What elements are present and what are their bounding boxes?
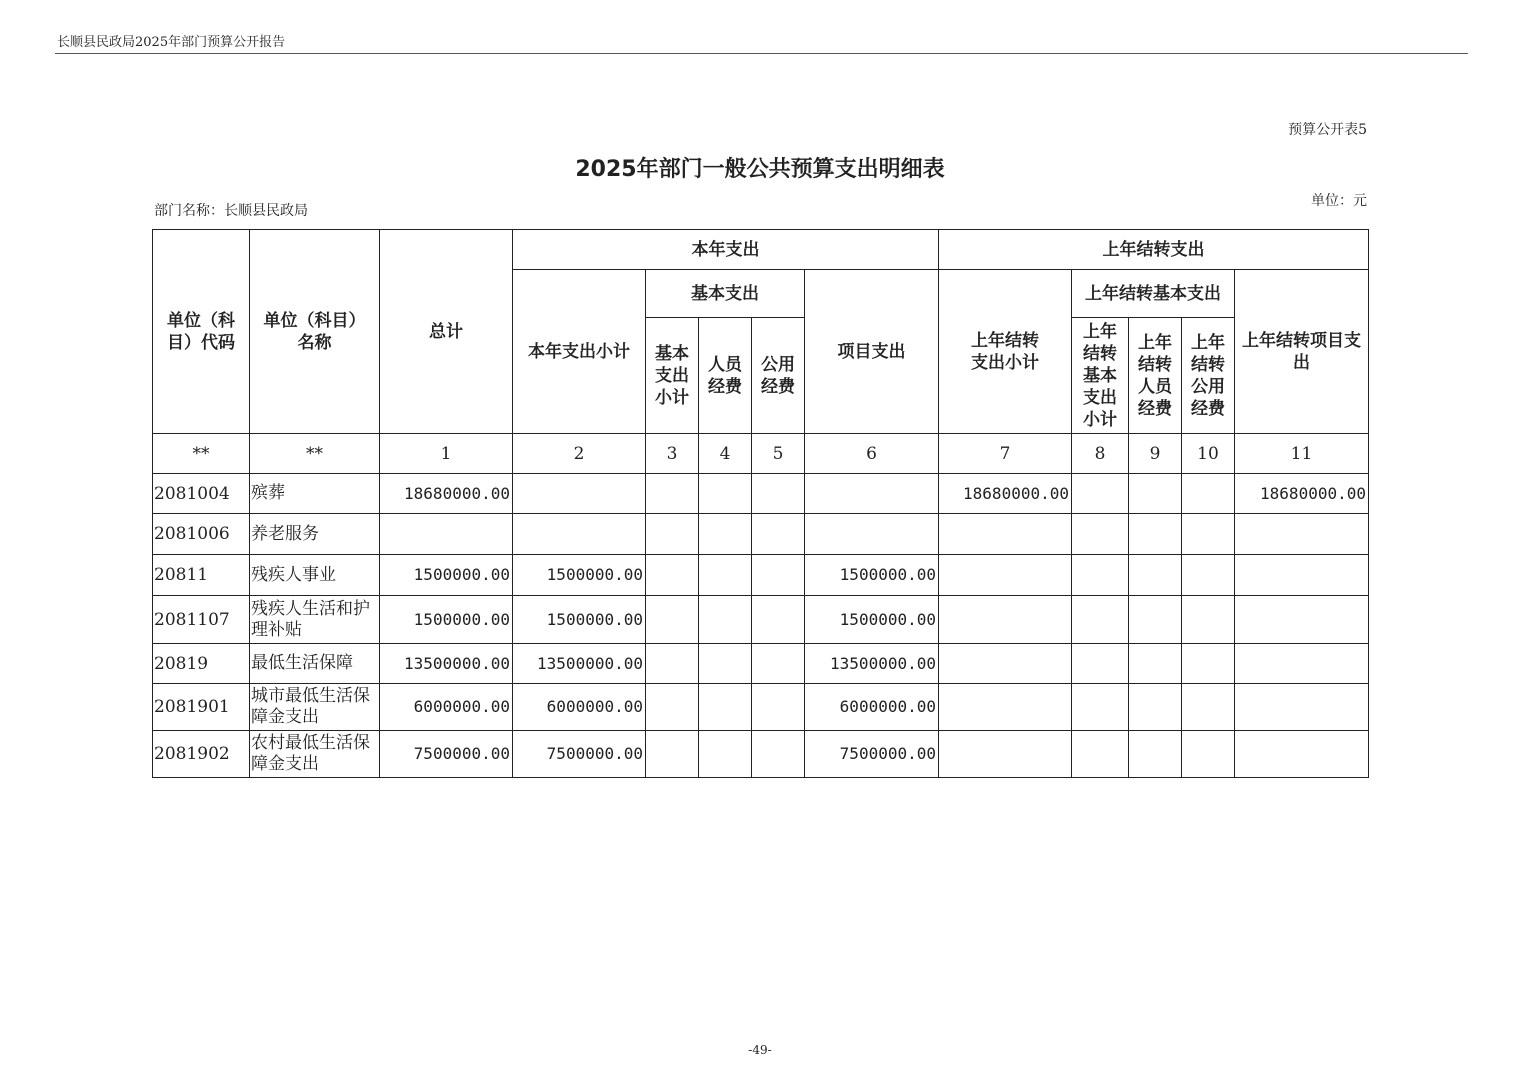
index-cell: 5: [752, 434, 805, 474]
row-amount-col-7: [939, 596, 1072, 644]
row-amount-col-8: [1072, 731, 1129, 778]
form-number: 预算公开表5: [1288, 122, 1367, 138]
department-label: 部门名称：长顺县民政局: [154, 203, 308, 219]
row-amount-col-1: 7500000.00: [380, 731, 513, 778]
row-name: 养老服务: [250, 514, 380, 555]
row-amount-col-4: [699, 731, 752, 778]
index-cell: 1: [380, 434, 513, 474]
page-title: 2025年部门一般公共预算支出明细表: [575, 157, 945, 182]
index-cell: **: [153, 434, 250, 474]
col-header-name: 单位（科目）名称: [250, 230, 380, 434]
row-amount-col-5: [752, 596, 805, 644]
index-cell: 7: [939, 434, 1072, 474]
budget-table: [152, 229, 1369, 778]
row-amount-col-4: [699, 684, 752, 731]
row-code: 2081107: [153, 596, 250, 644]
row-amount-col-3: [646, 684, 699, 731]
index-cell: 3: [646, 434, 699, 474]
row-amount-col-7: [939, 644, 1072, 684]
row-name: 农村最低生活保障金支出: [250, 731, 380, 778]
table-row: [153, 596, 1369, 644]
row-amount-col-9: [1129, 596, 1182, 644]
row-amount-col-4: [699, 555, 752, 596]
index-cell: 2: [513, 434, 646, 474]
row-name: 残疾人事业: [250, 555, 380, 596]
col-header-code: 单位（科目）代码: [153, 230, 250, 434]
row-code: 2081006: [153, 514, 250, 555]
row-code: 2081901: [153, 684, 250, 731]
row-name: 最低生活保障: [250, 644, 380, 684]
row-amount-col-7: [939, 684, 1072, 731]
row-amount-col-1: [380, 514, 513, 555]
row-amount-col-11: [1235, 596, 1369, 644]
row-amount-col-10: [1182, 514, 1235, 555]
col-header-prior: 上年结转支出: [939, 230, 1369, 270]
row-amount-col-6: 7500000.00: [805, 731, 939, 778]
header-divider: [55, 53, 1468, 54]
col-header-prior-personnel: 上年结转人员经费: [1129, 318, 1182, 434]
table-row: [153, 644, 1369, 684]
index-cell: **: [250, 434, 380, 474]
row-amount-col-5: [752, 731, 805, 778]
row-amount-col-10: [1182, 731, 1235, 778]
row-amount-col-11: 18680000.00: [1235, 474, 1369, 514]
row-name: 残疾人生活和护理补贴: [250, 596, 380, 644]
col-header-prior-basic: 上年结转基本支出: [1072, 270, 1235, 318]
col-header-basic: 基本支出: [646, 270, 805, 318]
row-amount-col-2: 13500000.00: [513, 644, 646, 684]
row-amount-col-2: [513, 514, 646, 555]
row-amount-col-1: 18680000.00: [380, 474, 513, 514]
index-cell: 11: [1235, 434, 1369, 474]
row-amount-col-10: [1182, 684, 1235, 731]
row-amount-col-11: [1235, 731, 1369, 778]
report-header-title: 长顺县民政局2025年部门预算公开报告: [57, 35, 286, 50]
index-cell: 6: [805, 434, 939, 474]
row-amount-col-3: [646, 644, 699, 684]
row-amount-col-4: [699, 474, 752, 514]
row-amount-col-6: 1500000.00: [805, 555, 939, 596]
row-amount-col-11: [1235, 684, 1369, 731]
row-amount-col-9: [1129, 731, 1182, 778]
col-header-total: 总计: [380, 230, 513, 434]
row-amount-col-8: [1072, 644, 1129, 684]
row-amount-col-2: 7500000.00: [513, 731, 646, 778]
row-code: 2081902: [153, 731, 250, 778]
row-amount-col-4: [699, 644, 752, 684]
row-amount-col-8: [1072, 596, 1129, 644]
col-header-prior-basic-subtotal: 上年结转基本支出小计: [1072, 318, 1129, 434]
table-row: [153, 474, 1369, 514]
row-amount-col-3: [646, 731, 699, 778]
row-amount-col-10: [1182, 596, 1235, 644]
index-cell: 10: [1182, 434, 1235, 474]
col-header-current: 本年支出: [513, 230, 939, 270]
index-cell: 8: [1072, 434, 1129, 474]
row-name: 城市最低生活保障金支出: [250, 684, 380, 731]
row-amount-col-8: [1072, 474, 1129, 514]
row-amount-col-7: 18680000.00: [939, 474, 1072, 514]
row-amount-col-8: [1072, 684, 1129, 731]
row-amount-col-9: [1129, 514, 1182, 555]
unit-label: 单位：元: [1311, 193, 1367, 209]
col-header-public: 公用经费: [752, 318, 805, 434]
row-amount-col-5: [752, 555, 805, 596]
col-header-personnel: 人员经费: [699, 318, 752, 434]
row-amount-col-11: [1235, 644, 1369, 684]
index-cell: 9: [1129, 434, 1182, 474]
row-amount-col-3: [646, 474, 699, 514]
row-amount-col-4: [699, 596, 752, 644]
row-amount-col-5: [752, 684, 805, 731]
row-amount-col-5: [752, 514, 805, 555]
row-amount-col-1: 13500000.00: [380, 644, 513, 684]
index-cell: 4: [699, 434, 752, 474]
row-amount-col-3: [646, 596, 699, 644]
row-amount-col-6: [805, 514, 939, 555]
row-amount-col-2: 6000000.00: [513, 684, 646, 731]
row-amount-col-2: [513, 474, 646, 514]
table-row: [153, 514, 1369, 555]
row-amount-col-5: [752, 644, 805, 684]
col-header-prior-subtotal: 上年结转支出小计: [939, 270, 1072, 434]
row-amount-col-6: 1500000.00: [805, 596, 939, 644]
row-code: 20811: [153, 555, 250, 596]
page-number: -49-: [748, 1043, 772, 1057]
row-amount-col-10: [1182, 555, 1235, 596]
row-amount-col-6: 6000000.00: [805, 684, 939, 731]
row-amount-col-11: [1235, 514, 1369, 555]
row-amount-col-11: [1235, 555, 1369, 596]
row-code: 2081004: [153, 474, 250, 514]
row-amount-col-9: [1129, 474, 1182, 514]
table-row: [153, 684, 1369, 731]
row-amount-col-3: [646, 555, 699, 596]
row-amount-col-4: [699, 514, 752, 555]
col-header-project: 项目支出: [805, 270, 939, 434]
col-header-prior-project: 上年结转项目支出: [1235, 270, 1369, 434]
row-amount-col-9: [1129, 555, 1182, 596]
row-amount-col-7: [939, 731, 1072, 778]
row-amount-col-9: [1129, 644, 1182, 684]
row-amount-col-8: [1072, 514, 1129, 555]
row-amount-col-7: [939, 555, 1072, 596]
row-amount-col-8: [1072, 555, 1129, 596]
row-name: 殡葬: [250, 474, 380, 514]
row-amount-col-1: 6000000.00: [380, 684, 513, 731]
row-amount-col-2: 1500000.00: [513, 555, 646, 596]
col-header-current-subtotal: 本年支出小计: [513, 270, 646, 434]
table-row: [153, 731, 1369, 778]
row-amount-col-5: [752, 474, 805, 514]
row-code: 20819: [153, 644, 250, 684]
row-amount-col-6: [805, 474, 939, 514]
row-amount-col-3: [646, 514, 699, 555]
col-header-prior-public: 上年结转公用经费: [1182, 318, 1235, 434]
row-amount-col-6: 13500000.00: [805, 644, 939, 684]
row-amount-col-10: [1182, 474, 1235, 514]
row-amount-col-1: 1500000.00: [380, 555, 513, 596]
row-amount-col-2: 1500000.00: [513, 596, 646, 644]
index-row: [153, 434, 1369, 474]
col-header-basic-subtotal: 基本支出小计: [646, 318, 699, 434]
row-amount-col-7: [939, 514, 1072, 555]
row-amount-col-1: 1500000.00: [380, 596, 513, 644]
row-amount-col-10: [1182, 644, 1235, 684]
row-amount-col-9: [1129, 684, 1182, 731]
table-row: [153, 555, 1369, 596]
